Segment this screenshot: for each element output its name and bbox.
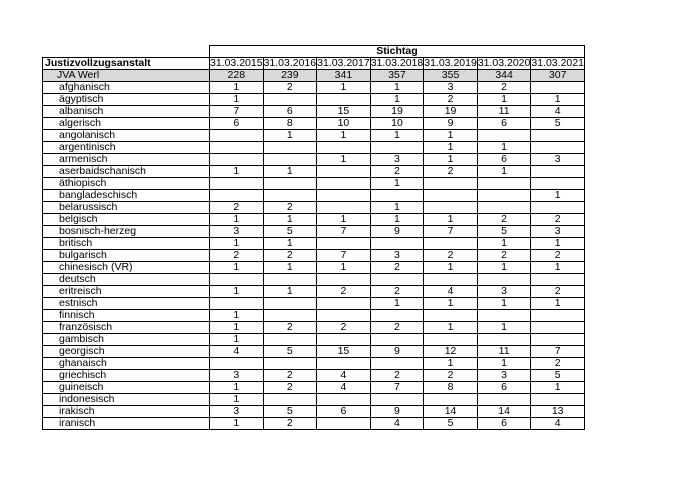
count-cell — [317, 418, 371, 430]
nationality-label: indonesisch — [43, 394, 210, 406]
count-cell — [477, 202, 531, 214]
total-cell: 344 — [477, 70, 531, 82]
count-cell — [370, 142, 424, 154]
count-cell: 2 — [370, 166, 424, 178]
count-cell: 2 — [424, 94, 478, 106]
count-cell — [317, 358, 371, 370]
table-row — [43, 418, 585, 430]
count-cell — [210, 154, 264, 166]
nationality-label: georgisch — [43, 346, 210, 358]
date-header: 31.03.2017 — [317, 57, 370, 69]
total-cell: 239 — [263, 70, 317, 82]
nationality-label: gambisch — [43, 334, 210, 346]
count-cell: 4 — [370, 418, 424, 430]
nationality-label: angolanisch — [43, 130, 210, 142]
count-cell: 1 — [424, 358, 478, 370]
count-cell: 1 — [210, 382, 264, 394]
count-cell — [531, 274, 585, 286]
count-cell: 19 — [370, 106, 424, 118]
count-cell: 2 — [424, 250, 478, 262]
count-cell: 9 — [370, 406, 424, 418]
count-cell — [531, 130, 585, 142]
count-cell: 1 — [370, 130, 424, 142]
nationality-label: belarussisch — [43, 202, 210, 214]
blank-corner — [43, 46, 210, 58]
count-cell: 2 — [263, 250, 317, 262]
count-cell: 1 — [531, 298, 585, 310]
date-header: 31.03.2020 — [477, 57, 531, 69]
count-cell: 1 — [477, 358, 531, 370]
nationality-label: bulgarisch — [43, 250, 210, 262]
table-row — [43, 406, 585, 418]
institution-column-header: Justizvollzugsanstalt — [43, 58, 210, 70]
count-cell — [370, 238, 424, 250]
table-row — [43, 94, 585, 106]
nationality-label: britisch — [43, 238, 210, 250]
count-cell: 1 — [477, 94, 531, 106]
count-cell: 1 — [210, 262, 264, 274]
count-cell: 2 — [531, 250, 585, 262]
table-row — [43, 190, 585, 202]
count-cell — [210, 358, 264, 370]
nationality-label: iranisch — [43, 418, 210, 430]
date-header: 31.03.2019 — [424, 57, 477, 69]
institution-total-row — [43, 70, 585, 82]
count-cell — [263, 142, 317, 154]
count-cell — [531, 166, 585, 178]
count-cell: 1 — [477, 238, 531, 250]
nationality-label: deutsch — [43, 274, 210, 286]
count-cell: 3 — [210, 226, 264, 238]
count-cell — [317, 274, 371, 286]
count-cell: 7 — [317, 250, 371, 262]
count-cell — [477, 130, 531, 142]
count-cell: 15 — [317, 346, 371, 358]
count-cell: 1 — [210, 286, 264, 298]
count-cell — [263, 310, 317, 322]
table-row — [43, 310, 585, 322]
count-cell — [424, 238, 478, 250]
table-row — [43, 334, 585, 346]
count-cell: 1 — [210, 166, 264, 178]
count-cell — [317, 94, 371, 106]
count-cell: 2 — [370, 286, 424, 298]
count-cell: 2 — [317, 286, 371, 298]
date-header: 31.03.2018 — [370, 57, 424, 69]
table-row — [43, 250, 585, 262]
count-cell: 1 — [263, 238, 317, 250]
nationality-label: algerisch — [43, 118, 210, 130]
count-cell — [317, 142, 371, 154]
count-cell — [263, 298, 317, 310]
count-cell: 12 — [424, 346, 478, 358]
count-cell: 1 — [263, 130, 317, 142]
nationality-label: argentinisch — [43, 142, 210, 154]
count-cell: 2 — [477, 250, 531, 262]
table-row — [43, 82, 585, 94]
count-cell: 1 — [210, 82, 264, 94]
count-cell: 7 — [424, 226, 478, 238]
nationality-label: äthiopisch — [43, 178, 210, 190]
count-cell: 1 — [424, 298, 478, 310]
count-cell: 5 — [263, 406, 317, 418]
count-cell — [424, 310, 478, 322]
count-cell: 4 — [531, 418, 585, 430]
count-cell: 7 — [317, 226, 371, 238]
nationality-label: guineisch — [43, 382, 210, 394]
count-cell: 5 — [477, 226, 531, 238]
count-cell: 2 — [263, 202, 317, 214]
count-cell: 1 — [424, 214, 478, 226]
count-cell — [477, 274, 531, 286]
count-cell — [424, 202, 478, 214]
count-cell — [477, 190, 531, 202]
table-row — [43, 298, 585, 310]
count-cell: 1 — [370, 214, 424, 226]
count-cell: 2 — [424, 166, 478, 178]
count-cell: 1 — [477, 262, 531, 274]
count-cell: 1 — [424, 154, 478, 166]
count-cell: 2 — [370, 322, 424, 334]
count-cell: 2 — [210, 202, 264, 214]
count-cell: 1 — [370, 94, 424, 106]
count-cell — [263, 178, 317, 190]
count-cell: 10 — [317, 118, 371, 130]
count-cell — [424, 334, 478, 346]
count-cell: 2 — [424, 370, 478, 382]
count-cell: 1 — [424, 130, 478, 142]
table-row — [43, 382, 585, 394]
nationality-label: afghanisch — [43, 82, 210, 94]
count-cell: 1 — [210, 94, 264, 106]
count-cell — [317, 310, 371, 322]
count-cell — [210, 178, 264, 190]
count-cell: 2 — [263, 82, 317, 94]
count-cell: 8 — [424, 382, 478, 394]
table-row — [43, 262, 585, 274]
count-cell — [370, 310, 424, 322]
count-cell: 1 — [531, 382, 585, 394]
nationality-label: ägyptisch — [43, 94, 210, 106]
count-cell: 4 — [317, 370, 371, 382]
table-row — [43, 346, 585, 358]
count-cell — [370, 334, 424, 346]
count-cell: 2 — [317, 322, 371, 334]
count-cell: 1 — [210, 394, 264, 406]
count-cell — [317, 190, 371, 202]
count-cell: 5 — [424, 418, 478, 430]
count-cell — [370, 190, 424, 202]
count-cell: 5 — [531, 370, 585, 382]
count-cell — [317, 298, 371, 310]
count-cell — [424, 394, 478, 406]
count-cell — [531, 310, 585, 322]
total-cell: 228 — [210, 70, 264, 82]
count-cell — [263, 154, 317, 166]
count-cell: 4 — [424, 286, 478, 298]
count-cell: 6 — [263, 106, 317, 118]
count-cell: 1 — [370, 82, 424, 94]
count-cell — [317, 394, 371, 406]
total-cell: 341 — [317, 70, 371, 82]
count-cell: 2 — [263, 418, 317, 430]
count-cell: 9 — [370, 226, 424, 238]
count-cell: 1 — [477, 298, 531, 310]
count-cell: 3 — [477, 286, 531, 298]
count-cell: 6 — [477, 118, 531, 130]
count-cell: 1 — [531, 190, 585, 202]
date-header: 31.03.2015 — [210, 57, 263, 69]
count-cell: 3 — [370, 250, 424, 262]
count-cell: 15 — [317, 106, 371, 118]
count-cell — [317, 166, 371, 178]
count-cell: 2 — [370, 262, 424, 274]
count-cell: 3 — [531, 226, 585, 238]
date-header: 31.03.2016 — [263, 57, 317, 69]
count-cell — [370, 394, 424, 406]
nationality-label: griechisch — [43, 370, 210, 382]
count-cell: 1 — [317, 82, 371, 94]
count-cell — [477, 394, 531, 406]
count-cell: 14 — [477, 406, 531, 418]
count-cell: 1 — [531, 238, 585, 250]
count-cell: 2 — [531, 214, 585, 226]
count-cell — [263, 274, 317, 286]
count-cell: 10 — [370, 118, 424, 130]
count-cell: 3 — [210, 406, 264, 418]
nationality-label: albanisch — [43, 106, 210, 118]
count-cell: 3 — [370, 154, 424, 166]
count-cell — [263, 394, 317, 406]
count-cell: 2 — [263, 370, 317, 382]
stichtag-header: Stichtag — [210, 46, 585, 58]
count-cell — [370, 274, 424, 286]
count-cell: 11 — [477, 346, 531, 358]
count-cell: 11 — [477, 106, 531, 118]
nationality-label: belgisch — [43, 214, 210, 226]
count-cell: 2 — [531, 358, 585, 370]
count-cell: 1 — [317, 130, 371, 142]
count-cell: 1 — [210, 334, 264, 346]
total-cell: 355 — [424, 70, 478, 82]
count-cell — [424, 178, 478, 190]
count-cell: 1 — [424, 142, 478, 154]
table-row — [43, 370, 585, 382]
table-row — [43, 178, 585, 190]
count-cell: 1 — [210, 214, 264, 226]
count-cell — [317, 238, 371, 250]
count-cell — [210, 130, 264, 142]
table-row — [43, 394, 585, 406]
count-cell: 1 — [424, 262, 478, 274]
count-cell: 2 — [477, 214, 531, 226]
count-cell — [424, 190, 478, 202]
count-cell: 7 — [210, 106, 264, 118]
count-cell — [531, 334, 585, 346]
count-cell — [477, 178, 531, 190]
count-cell: 6 — [477, 154, 531, 166]
count-cell: 1 — [477, 166, 531, 178]
count-cell: 6 — [317, 406, 371, 418]
date-header: 31.03.2021 — [531, 57, 584, 69]
nationality-label: aserbaidschanisch — [43, 166, 210, 178]
count-cell: 1 — [370, 178, 424, 190]
count-cell — [317, 334, 371, 346]
count-cell: 1 — [210, 322, 264, 334]
nationality-label: chinesisch (VR) — [43, 262, 210, 274]
date-header-row — [43, 58, 585, 70]
institution-name: JVA Werl — [43, 70, 210, 82]
table-row — [43, 154, 585, 166]
count-cell: 5 — [263, 226, 317, 238]
nationality-label: finnisch — [43, 310, 210, 322]
count-cell: 1 — [317, 262, 371, 274]
count-cell: 1 — [424, 322, 478, 334]
table-row — [43, 286, 585, 298]
count-cell: 3 — [424, 82, 478, 94]
nationality-label: bangladeschisch — [43, 190, 210, 202]
count-cell: 5 — [263, 346, 317, 358]
total-cell: 357 — [370, 70, 424, 82]
count-cell: 1 — [317, 214, 371, 226]
count-cell — [317, 202, 371, 214]
count-cell — [263, 190, 317, 202]
nationality-label: irakisch — [43, 406, 210, 418]
table-row — [43, 118, 585, 130]
count-cell: 2 — [263, 382, 317, 394]
count-cell: 1 — [477, 322, 531, 334]
nationality-label: eritreisch — [43, 286, 210, 298]
table-row — [43, 274, 585, 286]
count-cell: 1 — [263, 262, 317, 274]
count-cell: 1 — [263, 286, 317, 298]
table-row — [43, 226, 585, 238]
count-cell: 1 — [210, 418, 264, 430]
count-cell: 2 — [531, 286, 585, 298]
table-row — [43, 358, 585, 370]
count-cell — [210, 274, 264, 286]
count-cell: 2 — [263, 322, 317, 334]
count-cell — [477, 334, 531, 346]
count-cell: 1 — [317, 154, 371, 166]
count-cell: 5 — [531, 118, 585, 130]
count-cell: 1 — [531, 262, 585, 274]
count-cell: 1 — [370, 202, 424, 214]
table-row — [43, 238, 585, 250]
nationality-label: französisch — [43, 322, 210, 334]
count-cell: 3 — [531, 154, 585, 166]
count-cell — [370, 358, 424, 370]
count-cell: 2 — [210, 250, 264, 262]
count-cell: 2 — [477, 82, 531, 94]
count-cell — [263, 94, 317, 106]
nationality-label: estnisch — [43, 298, 210, 310]
count-cell: 6 — [210, 118, 264, 130]
count-cell: 13 — [531, 406, 585, 418]
count-cell — [477, 310, 531, 322]
count-cell: 1 — [263, 166, 317, 178]
count-cell — [210, 190, 264, 202]
count-cell: 4 — [531, 106, 585, 118]
count-cell — [424, 274, 478, 286]
count-cell: 9 — [370, 346, 424, 358]
count-cell: 1 — [370, 298, 424, 310]
count-cell — [531, 178, 585, 190]
count-cell: 1 — [477, 142, 531, 154]
count-cell — [531, 322, 585, 334]
count-cell: 1 — [531, 94, 585, 106]
count-cell — [531, 142, 585, 154]
count-cell: 7 — [370, 382, 424, 394]
count-cell — [531, 82, 585, 94]
table-row — [43, 130, 585, 142]
count-cell: 9 — [424, 118, 478, 130]
count-cell — [210, 142, 264, 154]
count-cell — [531, 202, 585, 214]
nationality-label: ghanaisch — [43, 358, 210, 370]
table-row — [43, 142, 585, 154]
stichtag-row — [43, 46, 585, 58]
table-row — [43, 106, 585, 118]
count-cell: 4 — [317, 382, 371, 394]
count-cell: 2 — [370, 370, 424, 382]
count-cell — [263, 358, 317, 370]
count-cell: 14 — [424, 406, 478, 418]
count-cell: 6 — [477, 418, 531, 430]
nationality-table — [42, 45, 585, 430]
table-row — [43, 166, 585, 178]
count-cell — [317, 178, 371, 190]
count-cell: 1 — [263, 214, 317, 226]
count-cell — [531, 394, 585, 406]
count-cell: 19 — [424, 106, 478, 118]
count-cell: 8 — [263, 118, 317, 130]
nationality-label: armenisch — [43, 154, 210, 166]
table-row — [43, 202, 585, 214]
nationality-label: bosnisch-herzeg — [43, 226, 210, 238]
count-cell: 3 — [477, 370, 531, 382]
count-cell: 1 — [210, 310, 264, 322]
table-row — [43, 322, 585, 334]
table-row — [43, 214, 585, 226]
count-cell: 6 — [477, 382, 531, 394]
count-cell: 1 — [210, 238, 264, 250]
count-cell — [263, 334, 317, 346]
total-cell: 307 — [531, 70, 585, 82]
count-cell — [210, 298, 264, 310]
count-cell: 3 — [210, 370, 264, 382]
count-cell: 7 — [531, 346, 585, 358]
count-cell: 4 — [210, 346, 264, 358]
